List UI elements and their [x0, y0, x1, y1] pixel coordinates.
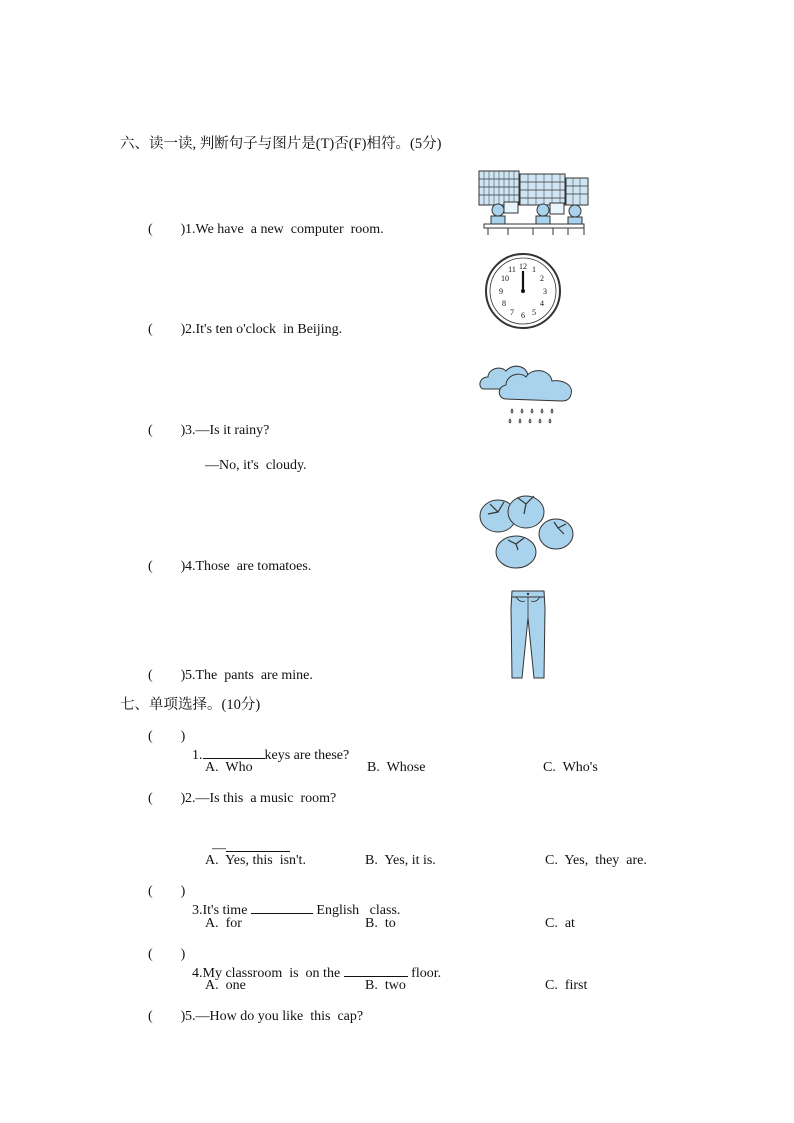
option-7-2-b[interactable]: B. Yes, it is. [365, 853, 436, 868]
computer-room-image [478, 170, 590, 236]
option-7-1-c[interactable]: C. Who's [543, 760, 598, 775]
clock-num-5: 5 [532, 308, 536, 317]
answer-paren-6-2[interactable]: ( ) [148, 322, 186, 337]
option-7-4-c[interactable]: C. first [545, 978, 588, 993]
fill-blank-7-4[interactable] [344, 964, 408, 977]
question-7-3-pre: 3.It's time [192, 903, 251, 918]
clock-num-1: 1 [532, 265, 536, 274]
answer-paren-7-1[interactable]: ( ) [148, 729, 186, 744]
question-7-4-pre: 4.My classroom is on the [192, 966, 344, 981]
clock-num-9: 9 [499, 287, 503, 296]
fill-blank-7-2[interactable] [226, 839, 290, 852]
option-7-3-b[interactable]: B. to [365, 916, 396, 931]
statement-6-1: 1.We have a new computer room. [185, 222, 384, 237]
reply-7-2-dash: — [212, 841, 226, 856]
statement-6-3: 3.—Is it rainy? [185, 423, 270, 438]
answer-paren-7-5[interactable]: ( ) [148, 1009, 186, 1024]
clock-num-2: 2 [540, 274, 544, 283]
option-7-1-b[interactable]: B. Whose [367, 760, 426, 775]
question-7-4-post: floor. [407, 966, 442, 981]
option-7-2-a[interactable]: A. Yes, this isn't. [205, 853, 306, 868]
answer-paren-7-2[interactable]: ( ) [148, 791, 186, 806]
answer-paren-6-5[interactable]: ( ) [148, 668, 186, 683]
option-7-4-b[interactable]: B. two [365, 978, 406, 993]
clock-num-6: 6 [521, 311, 525, 320]
answer-paren-6-3[interactable]: ( ) [148, 423, 186, 438]
fill-blank-7-1[interactable] [203, 746, 265, 759]
section-7-heading: 七、单项选择。(10分) [120, 697, 261, 713]
answer-paren-7-4[interactable]: ( ) [148, 947, 186, 962]
clock-num-8: 8 [502, 299, 506, 308]
option-7-2-c[interactable]: C. Yes, they are. [545, 853, 647, 868]
clock-num-7: 7 [510, 308, 514, 317]
fill-blank-7-3[interactable] [251, 901, 313, 914]
answer-paren-6-4[interactable]: ( ) [148, 559, 186, 574]
clock-image [484, 252, 562, 330]
option-7-3-a[interactable]: A. for [205, 916, 242, 931]
tomatoes-image [474, 488, 578, 572]
pants-image [508, 588, 548, 680]
clock-num-4: 4 [540, 299, 544, 308]
statement-6-5: 5.The pants are mine. [185, 668, 313, 683]
answer-paren-6-1[interactable]: ( ) [148, 222, 186, 237]
rain-cloud-image [478, 363, 578, 429]
clock-num-11: 11 [508, 265, 516, 274]
question-7-1-pre: 1. [192, 748, 203, 763]
option-7-4-a[interactable]: A. one [205, 978, 246, 993]
question-7-1-post: keys are these? [264, 748, 350, 763]
answer-paren-7-3[interactable]: ( ) [148, 884, 186, 899]
question-7-3-post: English class. [312, 903, 401, 918]
clock-num-10: 10 [501, 274, 509, 283]
option-7-1-a[interactable]: A. Who [205, 760, 253, 775]
clock-num-3: 3 [543, 287, 547, 296]
statement-6-4: 4.Those are tomatoes. [185, 559, 312, 574]
statement-6-2: 2.It's ten o'clock in Beijing. [185, 322, 343, 337]
question-7-5: 5.—How do you like this cap? [185, 1009, 364, 1024]
clock-num-12: 12 [519, 262, 527, 271]
reply-6-3: —No, it's cloudy. [205, 458, 307, 473]
question-7-2: 2.—Is this a music room? [185, 791, 337, 806]
option-7-3-c[interactable]: C. at [545, 916, 575, 931]
section-6-heading: 六、读一读, 判断句子与图片是(T)否(F)相符。(5分) [120, 136, 442, 152]
